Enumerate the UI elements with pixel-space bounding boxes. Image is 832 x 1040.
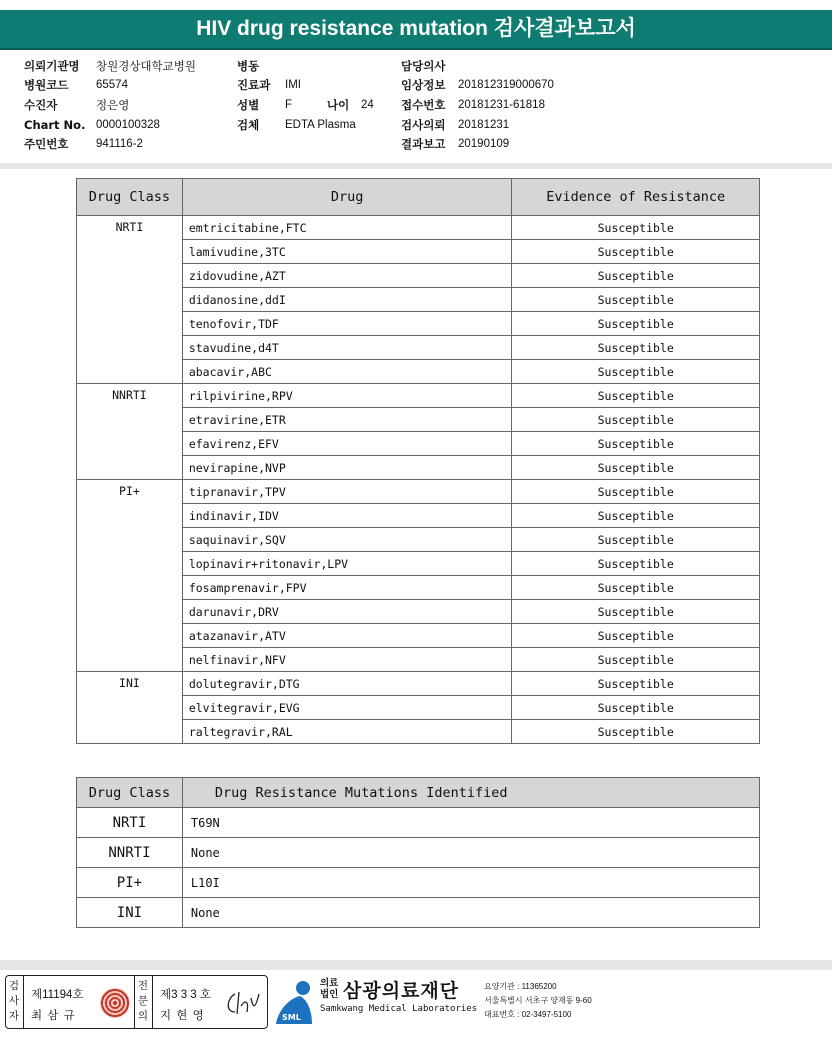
drug-class-cell: NNRTI — [77, 838, 183, 868]
evidence-cell: Susceptible — [512, 264, 760, 288]
drug-class-cell: INI — [77, 672, 183, 744]
info-label: 성별 — [237, 97, 260, 112]
resistance-table-header — [77, 179, 760, 216]
evidence-cell: Susceptible — [512, 360, 760, 384]
info-label: 병동 — [237, 58, 260, 73]
table-row — [77, 216, 760, 240]
sml-logo-icon — [272, 978, 318, 1030]
evidence-cell: Susceptible — [512, 456, 760, 480]
evidence-cell: Susceptible — [512, 408, 760, 432]
info-row — [401, 134, 554, 154]
mutation-table — [76, 777, 760, 928]
info-value: 20181231-61818 — [458, 98, 545, 111]
drug-class-cell: INI — [77, 898, 183, 928]
evidence-cell: Susceptible — [512, 720, 760, 744]
evidence-cell: Susceptible — [512, 648, 760, 672]
info-row — [237, 56, 374, 76]
drug-cell: lopinavir+ritonavir,LPV — [182, 552, 512, 576]
age-label: 나이 — [327, 97, 350, 112]
column-header-drug: Drug — [182, 179, 512, 216]
signature-box — [5, 975, 268, 1029]
contact-line: 대표번호 : 02-3497-5100 — [484, 1010, 572, 1019]
column-header-drug-class: Drug Class — [77, 179, 183, 216]
contact-line: 서울특별시 서초구 양재동 9-60 — [484, 996, 592, 1005]
info-label: 수진자 — [24, 97, 58, 112]
info-value: 0000100328 — [96, 118, 160, 131]
signature-divider — [152, 976, 153, 1028]
table-row — [77, 672, 760, 696]
drug-cell: rilpivirine,RPV — [182, 384, 512, 408]
info-label: 결과보고 — [401, 137, 446, 152]
evidence-cell: Susceptible — [512, 576, 760, 600]
drug-cell: fosamprenavir,FPV — [182, 576, 512, 600]
info-label: 검체 — [237, 117, 260, 132]
table-row — [77, 384, 760, 408]
info-row — [24, 134, 196, 154]
evidence-cell: Susceptible — [512, 432, 760, 456]
table-row — [77, 808, 760, 838]
org-english-name: Samkwang Medical Laboratories — [320, 1004, 478, 1014]
info-value: EDTA Plasma — [285, 118, 356, 131]
drug-cell: raltegravir,RAL — [182, 720, 512, 744]
seal-stamp-icon — [100, 988, 130, 1018]
drug-cell: lamivudine,3TC — [182, 240, 512, 264]
table-row — [77, 898, 760, 928]
inspector-license-no: 제11194호 — [31, 989, 84, 1001]
evidence-cell: Susceptible — [512, 528, 760, 552]
patient-info-column-1 — [24, 56, 196, 154]
info-label: 병원코드 — [24, 78, 69, 93]
specialist-label: 전문의 — [137, 980, 149, 1022]
evidence-cell: Susceptible — [512, 672, 760, 696]
drug-cell: indinavir,IDV — [182, 504, 512, 528]
info-row — [24, 56, 196, 76]
evidence-cell: Susceptible — [512, 624, 760, 648]
drug-cell: efavirenz,EFV — [182, 432, 512, 456]
drug-class-cell: NRTI — [77, 216, 183, 384]
table-row — [77, 480, 760, 504]
report-footer — [0, 968, 832, 1040]
info-row — [237, 76, 374, 96]
drug-cell: darunavir,DRV — [182, 600, 512, 624]
mutations-cell: None — [182, 838, 759, 868]
logo-abbreviation: SML — [282, 1013, 301, 1022]
drug-cell: tenofovir,TDF — [182, 312, 512, 336]
evidence-cell: Susceptible — [512, 384, 760, 408]
drug-cell: nelfinavir,NFV — [182, 648, 512, 672]
org-type: 의료법인 — [320, 978, 339, 1000]
mutations-cell: T69N — [182, 808, 759, 838]
evidence-cell: Susceptible — [512, 288, 760, 312]
contact-line: 요양기관 : 11365200 — [484, 982, 557, 991]
info-value: 20181231 — [458, 118, 510, 131]
drug-cell: saquinavir,SQV — [182, 528, 512, 552]
info-label: 검사의뢰 — [401, 117, 446, 132]
mutations-cell: None — [182, 898, 759, 928]
evidence-cell: Susceptible — [512, 336, 760, 360]
info-label: 주민번호 — [24, 137, 69, 152]
info-row — [24, 115, 196, 135]
info-value: 20190109 — [458, 138, 510, 151]
resistance-table — [76, 178, 760, 744]
patient-info-column-2 — [237, 56, 374, 134]
info-row — [401, 95, 554, 115]
info-value: 941116-2 — [96, 138, 143, 151]
info-label: 진료과 — [237, 78, 271, 93]
drug-cell: atazanavir,ATV — [182, 624, 512, 648]
drug-cell: zidovudine,AZT — [182, 264, 512, 288]
mutations-cell: L10I — [182, 868, 759, 898]
drug-cell: dolutegravir,DTG — [182, 672, 512, 696]
evidence-cell: Susceptible — [512, 504, 760, 528]
section-divider — [0, 163, 832, 169]
info-row — [401, 56, 554, 76]
info-label: 임상정보 — [401, 78, 446, 93]
drug-cell: tipranavir,TPV — [182, 480, 512, 504]
drug-cell: abacavir,ABC — [182, 360, 512, 384]
inspector-name: 최 삼 규 — [31, 1010, 76, 1022]
drug-cell: didanosine,ddI — [182, 288, 512, 312]
specialist-name: 지 현 영 — [160, 1010, 205, 1022]
column-header-evidence: Evidence of Resistance — [512, 179, 760, 216]
info-row — [237, 115, 374, 135]
table-row — [77, 838, 760, 868]
drug-cell: elvitegravir,EVG — [182, 696, 512, 720]
report-title: HIV drug resistance mutation 검사결과보고서 — [0, 10, 832, 48]
inspector-label: 검사자 — [8, 980, 20, 1022]
handwritten-signature-icon — [223, 988, 261, 1018]
evidence-cell: Susceptible — [512, 216, 760, 240]
title-underline — [0, 48, 832, 50]
info-value: 201812319000670 — [458, 79, 554, 92]
mutation-table-header — [77, 778, 760, 808]
specialist-license-no: 제3 3 3 호 — [160, 989, 211, 1001]
info-row — [24, 95, 196, 115]
evidence-cell: Susceptible — [512, 240, 760, 264]
org-contact-info — [484, 980, 592, 1022]
evidence-cell: Susceptible — [512, 600, 760, 624]
info-label: Chart No. — [24, 117, 86, 132]
drug-cell: etravirine,ETR — [182, 408, 512, 432]
evidence-cell: Susceptible — [512, 480, 760, 504]
table-row — [77, 868, 760, 898]
drug-class-cell: NNRTI — [77, 384, 183, 480]
signature-divider — [23, 976, 24, 1028]
info-value: 창원경상대학교병원 — [96, 60, 196, 73]
info-value: F — [285, 98, 293, 111]
info-row — [237, 95, 374, 115]
evidence-cell: Susceptible — [512, 696, 760, 720]
info-row — [24, 76, 196, 96]
info-value: 65574 — [96, 79, 128, 92]
info-label: 접수번호 — [401, 97, 446, 112]
drug-class-cell: PI+ — [77, 480, 183, 672]
drug-cell: emtricitabine,FTC — [182, 216, 512, 240]
info-label: 의뢰기관명 — [24, 58, 80, 73]
info-value: IMI — [285, 79, 301, 92]
column-header-drug-class: Drug Class — [77, 778, 183, 808]
drug-cell: stavudine,d4T — [182, 336, 512, 360]
info-value: 정은영 — [96, 99, 130, 112]
info-row — [401, 115, 554, 135]
patient-info-section — [0, 56, 832, 156]
info-label: 담당의사 — [401, 58, 446, 73]
drug-class-cell: NRTI — [77, 808, 183, 838]
info-row — [401, 76, 554, 96]
age-value: 24 — [361, 98, 374, 111]
evidence-cell: Susceptible — [512, 552, 760, 576]
drug-class-cell: PI+ — [77, 868, 183, 898]
org-name: 삼광의료재단 — [343, 980, 460, 1002]
column-header-mutations: Drug Resistance Mutations Identified — [182, 778, 759, 808]
drug-cell: nevirapine,NVP — [182, 456, 512, 480]
signature-divider — [134, 976, 135, 1028]
patient-info-column-3 — [401, 56, 554, 154]
evidence-cell: Susceptible — [512, 312, 760, 336]
